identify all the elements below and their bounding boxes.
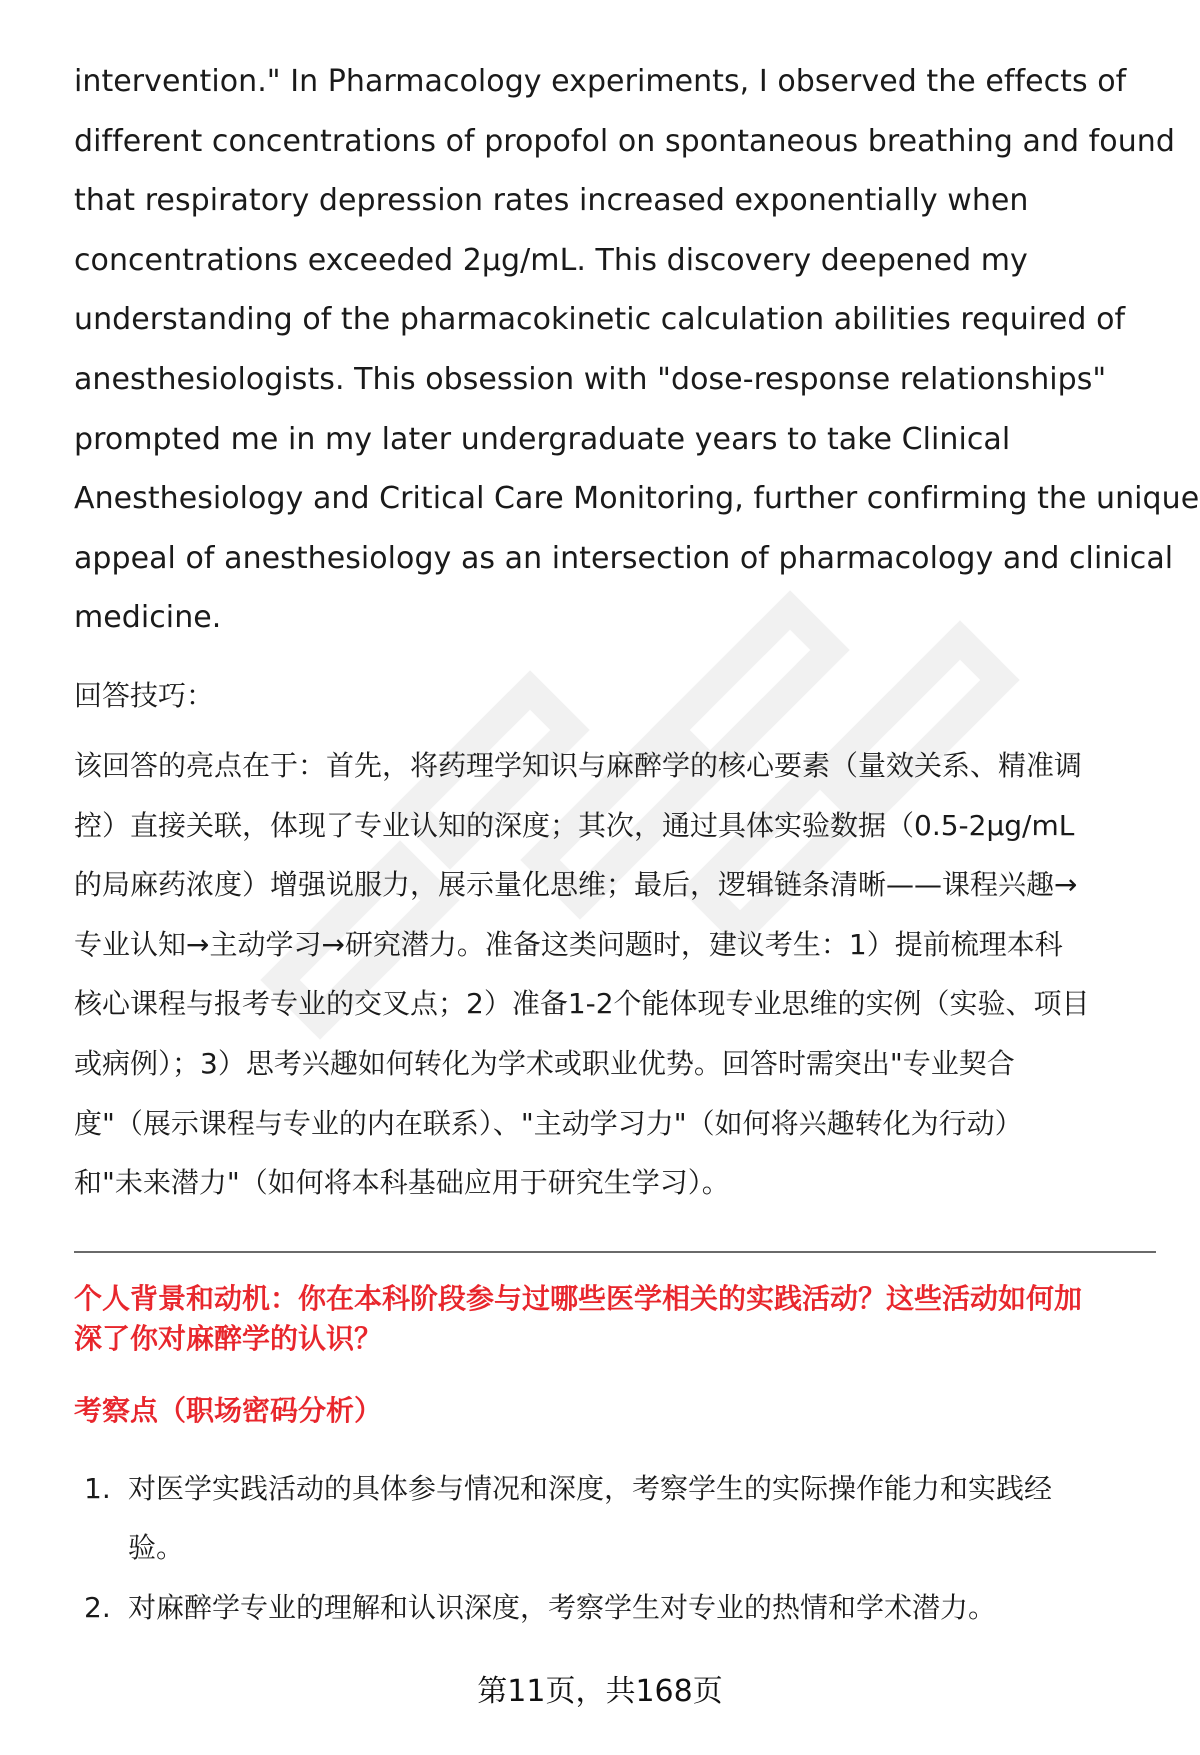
question-line: 深了你对麻醉学的认识？ [74,1321,383,1355]
question-line: 个人背景和动机：你在本科阶段参与过哪些医学相关的实践活动？这些活动如何加 [74,1281,1083,1315]
intro-line: medicine. [74,600,222,636]
intro-line: understanding of the pharmacokinetic calculation abilities required of [74,302,1126,338]
intro-line: appeal of anesthesiology as an intersection of pharmacology and clinical [74,540,1174,576]
list-line: 验。 [128,1531,185,1565]
intro-line: prompted me in my later undergraduate years to take Clinical [74,421,1011,457]
question-heading [74,1279,1144,1359]
tips-line: 的局麻药浓度）增强说服力，展示量化思维；最后，逻辑链条清晰——课程兴趣→ [74,868,1078,902]
list-line: 对医学实践活动的具体参与情况和深度，考察学生的实际操作能力和实践经 [128,1471,1053,1505]
list-item [74,1459,1144,1578]
intro-line: that respiratory depression rates increased exponentially when [74,183,1029,219]
tips-line: 或病例）；3）思考兴趣如何转化为学术或职业优势。回答时需突出"专业契合 [74,1046,1015,1080]
assessment-points-title: 考察点（职场密码分析） [74,1393,383,1427]
tips-paragraph [74,736,1144,1213]
tips-line: 该回答的亮点在于：首先，将药理学知识与麻醉学的核心要素（量效关系、精准调 [74,748,1083,782]
list-line: 对麻醉学专业的理解和认识深度，考察学生对专业的热情和学术潜力。 [128,1590,997,1624]
page-footer: 第11页，共168页 [477,1674,723,1709]
intro-line: Anesthesiology and Critical Care Monitoring, further confirming the unique [74,481,1200,517]
tips-line: 专业认知→主动学习→研究潜力。准备这类问题时，建议考生：1）提前梳理本科 [74,927,1063,961]
tips-line: 控）直接关联，体现了专业认知的深度；其次，通过具体实验数据（0.5-2μg/mL [74,808,1075,842]
tips-line: 度"（展示课程与专业的内在联系）、"主动学习力"（如何将兴趣转化为行动） [74,1106,1023,1140]
tips-title: 回答技巧： [74,678,215,712]
intro-line: intervention." In Pharmacology experiments, I observed the effects of [74,64,1127,99]
list-item [74,1578,1144,1638]
section-divider [74,1251,1156,1253]
content-area [74,52,1200,1637]
list-number: 2. [84,1590,111,1624]
list-number: 1. [84,1471,111,1505]
intro-line: concentrations exceeded 2μg/mL. This discovery deepened my [74,242,1028,278]
assessment-points-list [74,1459,1144,1638]
intro-paragraph [74,52,1200,648]
tips-line: 和"未来潜力"（如何将本科基础应用于研究生学习）。 [74,1166,730,1200]
intro-line: anesthesiologists. This obsession with "dose-response relationships" [74,361,1107,397]
intro-line: different concentrations of propofol on spontaneous breathing and found [74,123,1175,159]
tips-line: 核心课程与报考专业的交叉点；2）准备1-2个能体现专业思维的实例（实验、项目 [74,987,1090,1021]
